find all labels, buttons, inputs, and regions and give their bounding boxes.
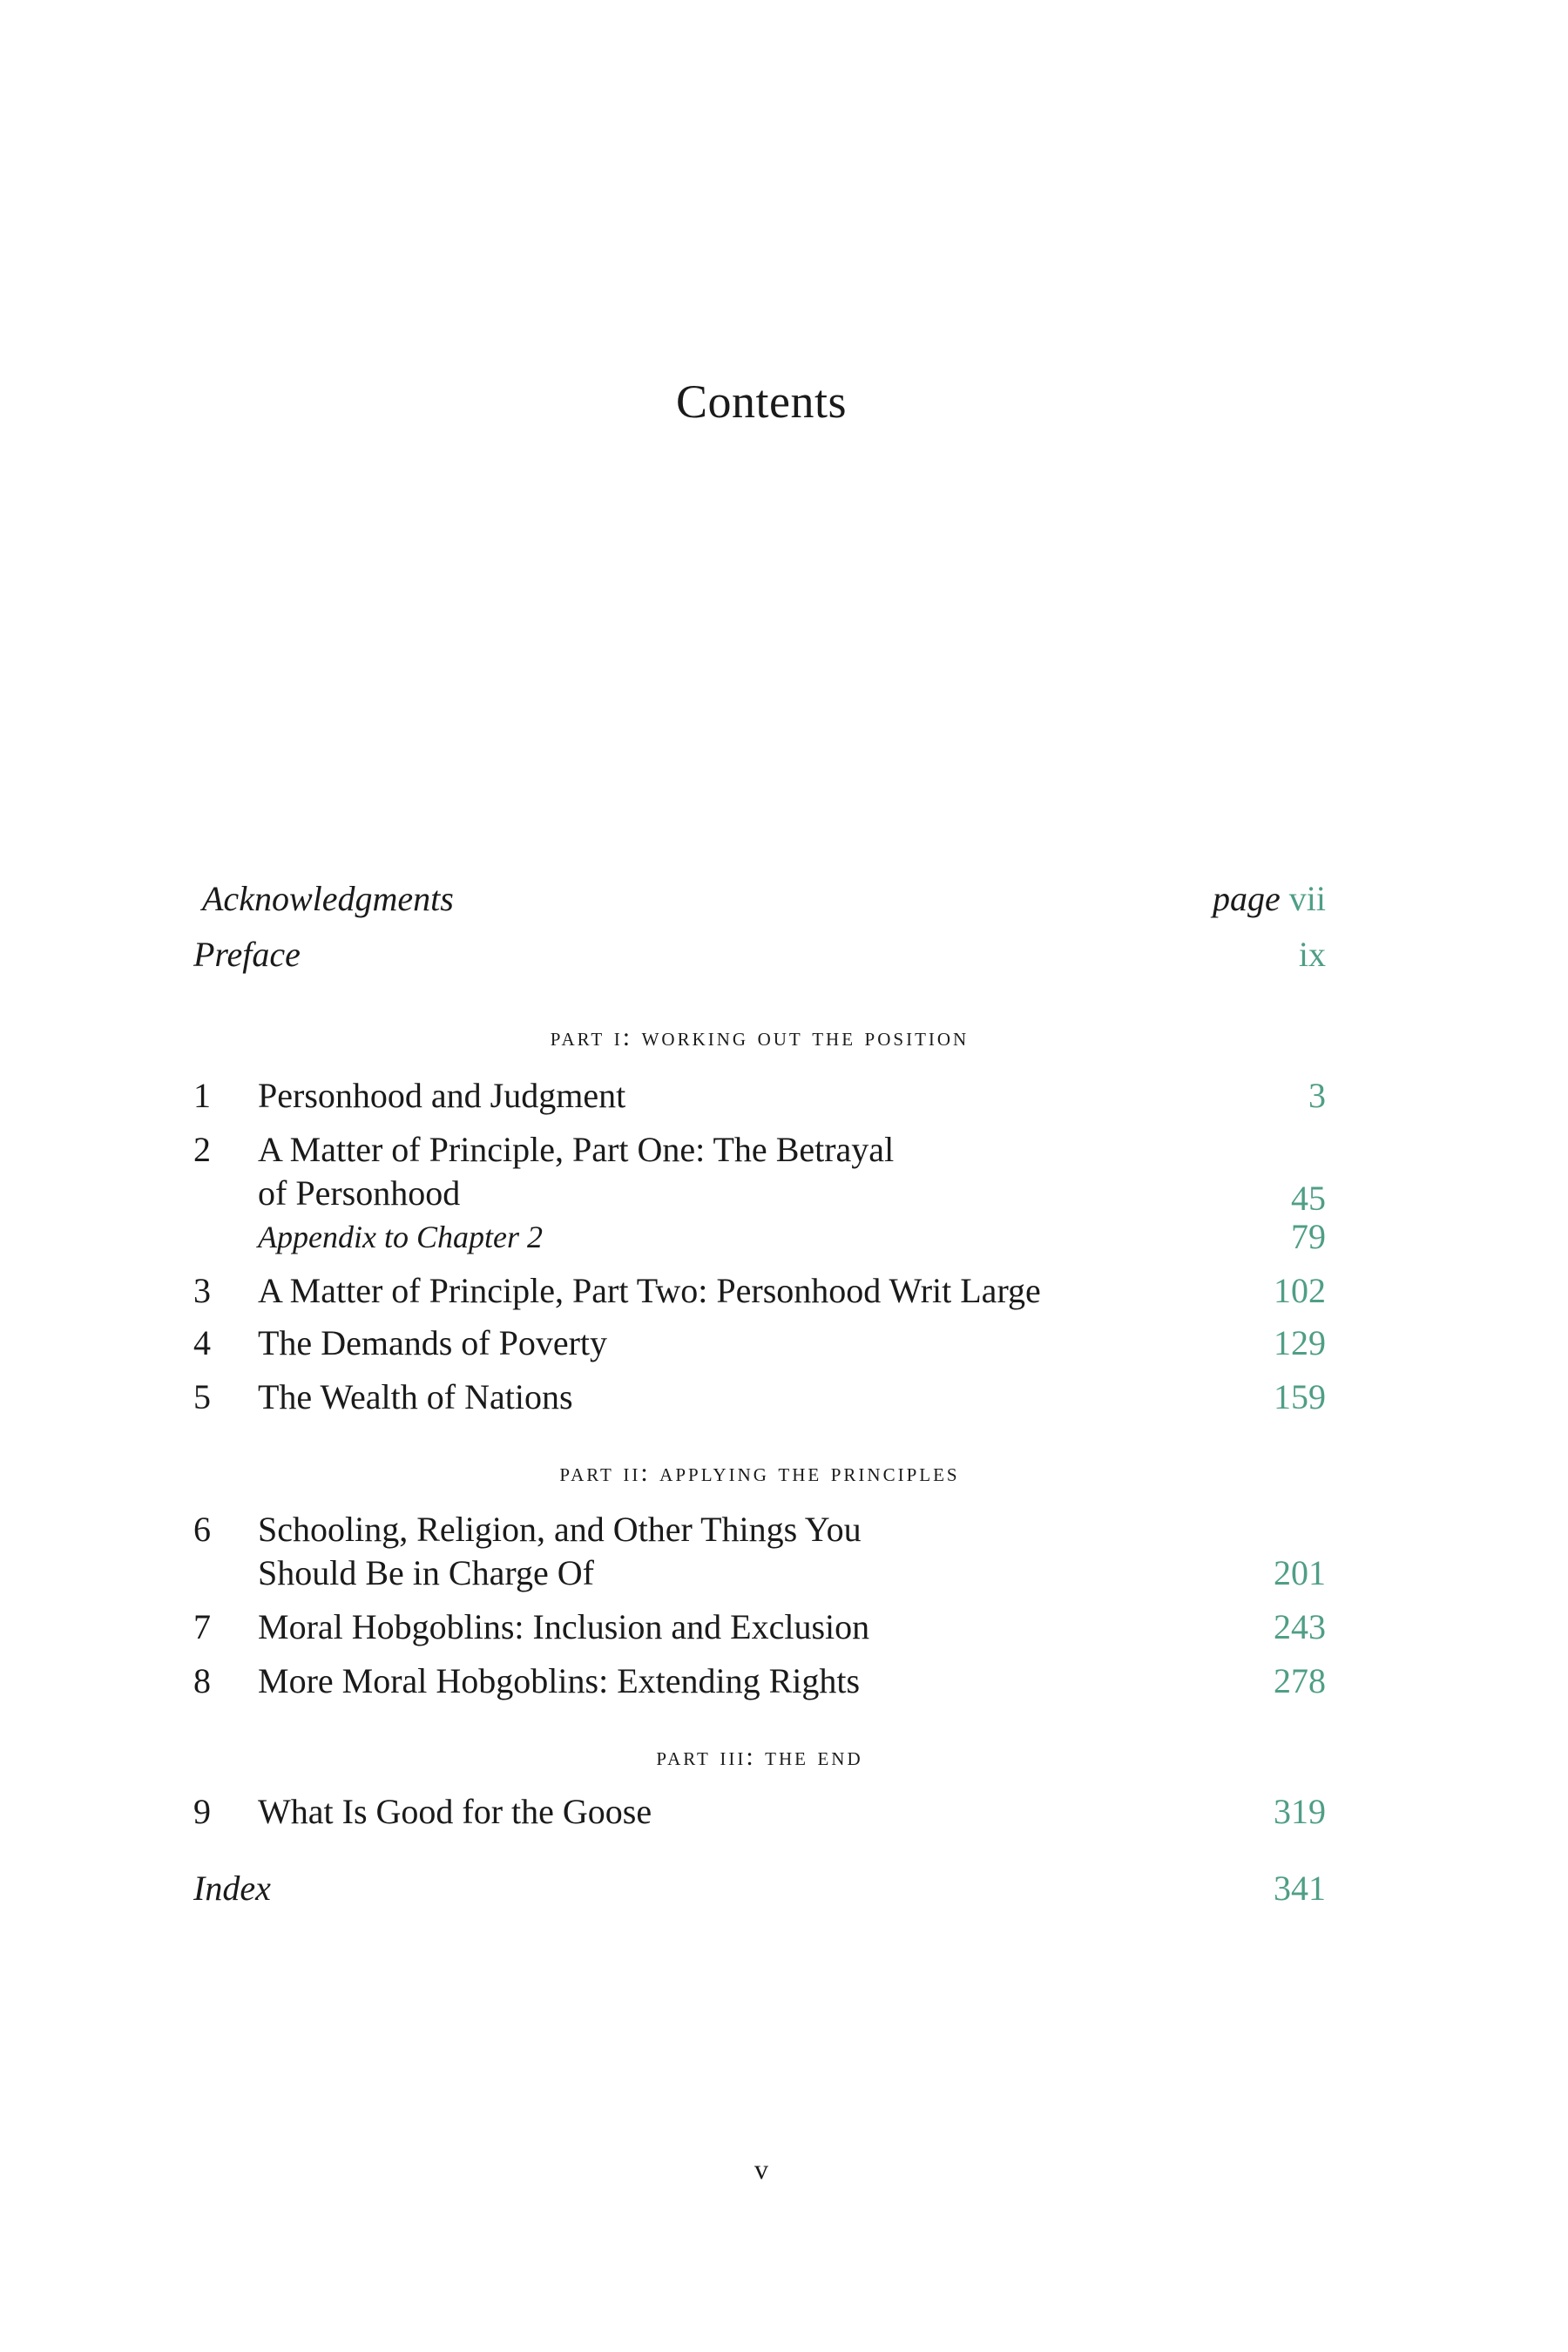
entry-title: Preface (193, 935, 301, 974)
entry-page: 102 (1274, 1271, 1326, 1310)
entry-page: 129 (1274, 1323, 1326, 1362)
toc-entry-chapter-2-cont[interactable] (193, 1173, 1326, 1218)
entry-title: The Wealth of Nations (258, 1377, 573, 1416)
entry-title: What Is Good for the Goose (258, 1792, 652, 1831)
page-title: Contents (675, 375, 847, 428)
entry-title: More Moral Hobgoblins: Extending Rights (258, 1661, 861, 1700)
page-number: vii (1288, 879, 1326, 918)
entry-title: A Matter of Principle, Part Two: Personhood Writ Large (258, 1271, 1041, 1310)
entry-page: 341 (1274, 1869, 1326, 1908)
chapter-number: 1 (193, 1076, 211, 1115)
toc-entry-appendix-2[interactable] (193, 1216, 1326, 1258)
entry-page: 243 (1274, 1607, 1326, 1646)
entry-title-continued: of Personhood (258, 1173, 461, 1213)
entry-page: 3 (1308, 1076, 1326, 1115)
chapter-number: 8 (193, 1661, 211, 1700)
entry-page: 45 (1291, 1179, 1326, 1218)
page-folio: v (754, 2153, 768, 2185)
entry-title: Appendix to Chapter 2 (258, 1220, 543, 1254)
toc-entry-chapter-8[interactable] (193, 1660, 1326, 1702)
entry-title-continued: Should Be in Charge Of (258, 1553, 594, 1592)
toc-entry-chapter-4[interactable] (193, 1322, 1326, 1364)
entry-page: 278 (1274, 1661, 1326, 1700)
toc-entry-preface[interactable] (193, 934, 1326, 976)
toc-entry-chapter-7[interactable] (193, 1606, 1326, 1648)
chapter-number: 5 (193, 1377, 211, 1416)
toc-entry-chapter-9[interactable] (193, 1791, 1326, 1833)
part-heading: part iii: the end (656, 1742, 863, 1771)
toc-entry-chapter-3[interactable] (193, 1270, 1326, 1312)
entry-page: 201 (1274, 1553, 1326, 1592)
entry-page: 79 (1291, 1217, 1326, 1256)
toc-entry-chapter-5[interactable] (193, 1376, 1326, 1418)
entry-page: 159 (1274, 1377, 1326, 1416)
chapter-number: 2 (193, 1130, 211, 1169)
chapter-number: 7 (193, 1607, 211, 1646)
toc-entry-chapter-1[interactable] (193, 1075, 1326, 1117)
chapter-number: 3 (193, 1271, 211, 1310)
page-label: page (1213, 879, 1281, 918)
entry-title: The Demands of Poverty (258, 1323, 608, 1362)
entry-title: A Matter of Principle, Part One: The Betrayal (258, 1130, 895, 1169)
part-heading: part i: working out the position (550, 1023, 970, 1051)
toc-entry-index[interactable] (193, 1868, 1326, 1909)
entry-page: 319 (1274, 1792, 1326, 1831)
chapter-number: 4 (193, 1323, 211, 1362)
entry-title: Schooling, Religion, and Other Things You (258, 1510, 862, 1549)
entry-page: ix (1298, 935, 1326, 974)
toc-entry-chapter-6[interactable] (193, 1509, 1326, 1551)
entry-title: Personhood and Judgment (258, 1076, 626, 1115)
part-heading: part ii: applying the principles (559, 1458, 960, 1487)
toc-entry-chapter-6-cont[interactable] (193, 1552, 1326, 1594)
entry-title: Acknowledgments (202, 879, 454, 918)
chapter-number: 6 (193, 1510, 211, 1549)
entry-title: Moral Hobgoblins: Inclusion and Exclusion (258, 1607, 870, 1646)
toc-entry-acknowledgments[interactable] (193, 878, 1326, 920)
entry-page (1213, 878, 1326, 920)
entry-title: Index (193, 1869, 271, 1908)
chapter-number: 9 (193, 1792, 211, 1831)
toc-entry-chapter-2[interactable] (193, 1129, 1326, 1171)
